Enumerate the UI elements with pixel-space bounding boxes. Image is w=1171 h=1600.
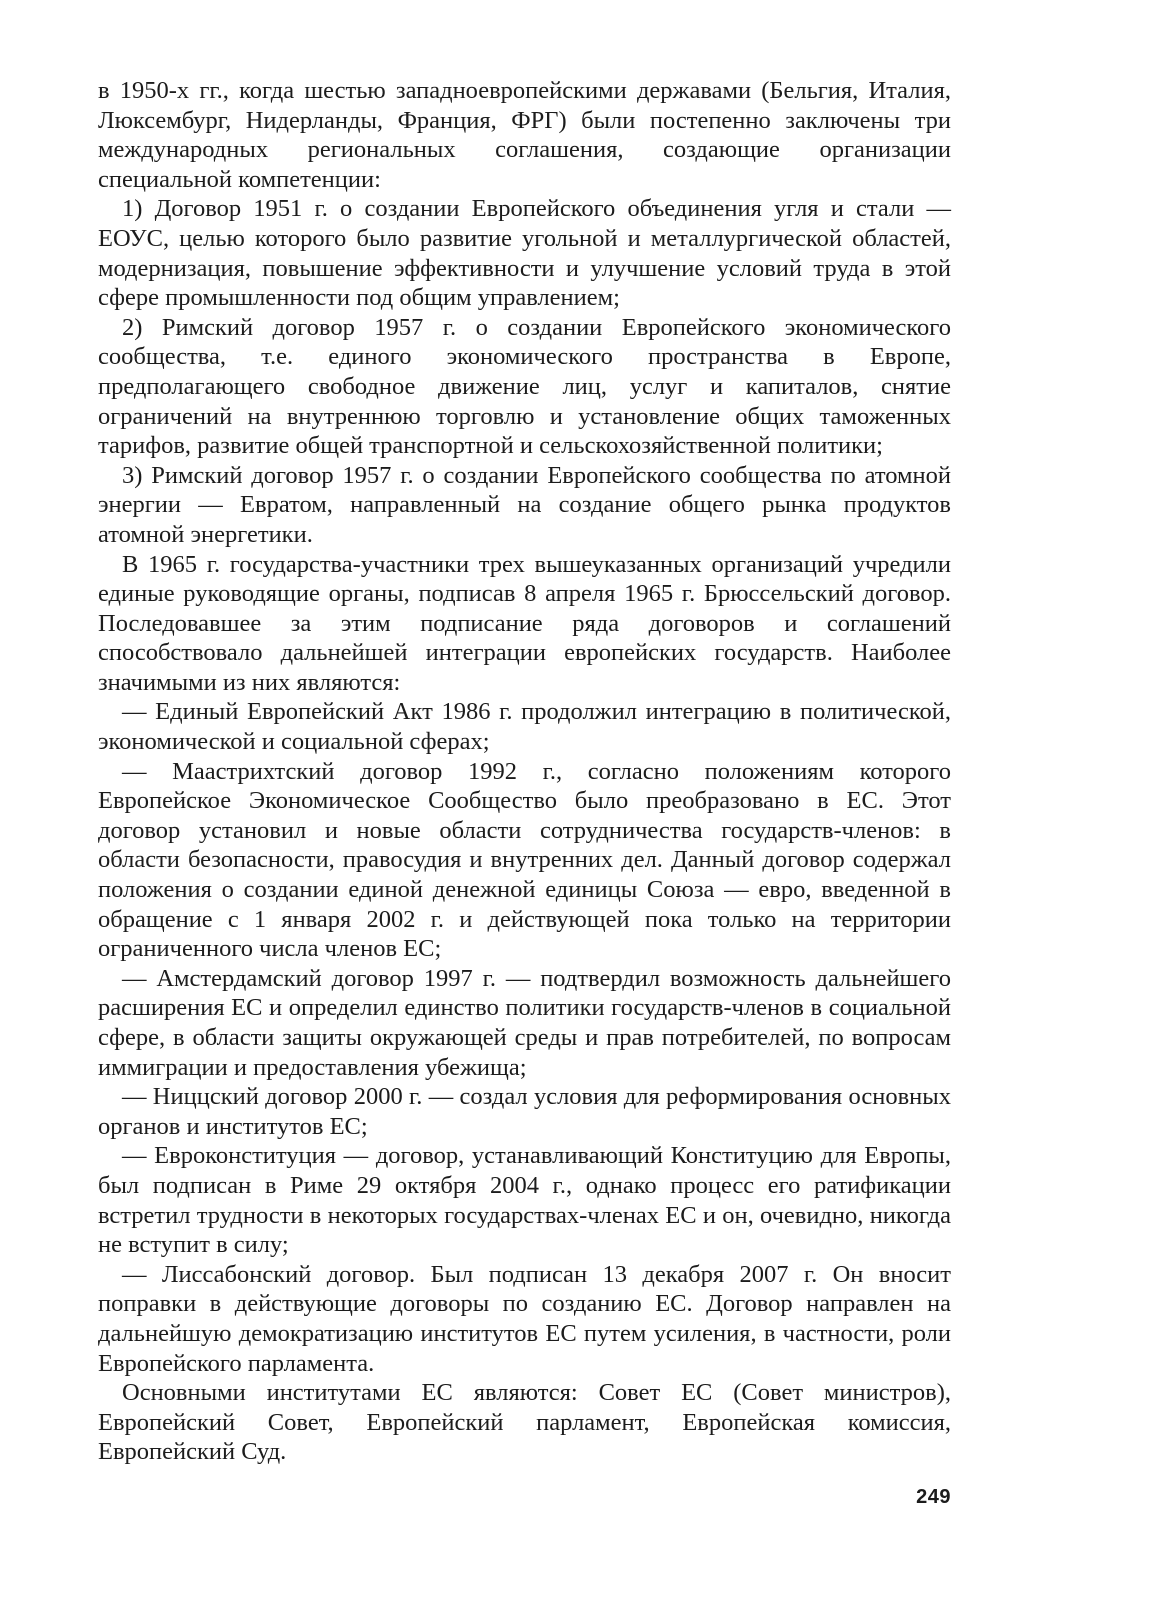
list-item-euroconstitution: — Евроконституция — договор, устанавливающий Конституцию для Европы, был подписан в Риме 29 октября 2004 г., однако процесс его ратификации встретил трудности в некоторых государствах-членах ЕС и он, очевидно, никогда не вступит в силу; <box>98 1142 951 1259</box>
paragraph-intro-continuation: в 1950-х гг., когда шестью западноевропейскими державами (Бельгия, Италия, Люксембург, Нидерланды, Франция, ФРГ) были постепенно заключены три международных региональных соглашения, создающие организации специальной компетенции: <box>98 77 951 193</box>
list-item-amsterdam-treaty: — Амстердамский договор 1997 г. — подтвердил возможность дальнейшего расширения ЕС и определил единство политики государств-членов в социальной сфере, в области защиты окружающей среды и прав потребителей, по вопросам иммиграции и предоставления убежища; <box>98 964 951 1081</box>
page-body <box>98 76 951 1467</box>
list-item-maastricht-treaty: — Маастрихтский договор 1992 г., согласно положениям которого Европейское Экономическое Сообщество было преобразовано в ЕС. Этот договор установил и новые области сотрудничества государств-членов: в области безопасности, правосудия и внутренних дел. Данный договор содержал положения о создании единой денежной единицы Союза — евро, введенной в обращение с 1 января 2002 г. и действующей пока только на территории ограниченного числа членов ЕС; <box>98 757 951 963</box>
paragraph-ecsc-treaty: 1) Договор 1951 г. о создании Европейского объединения угля и стали — ЕОУС, целью которого было развитие угольной и металлургической областей, модернизация, повышение эффективности и улучшение условий труда в этой сфере промышленности под общим управлением; <box>98 195 951 312</box>
list-item-lisbon-treaty: — Лиссабонский договор. Был подписан 13 декабря 2007 г. Он вносит поправки в действующие договоры по созданию ЕС. Договор направлен на дальнейшую демократизацию институтов ЕС путем усиления, в частности, роли Европейского парламента. <box>98 1260 951 1377</box>
page-number: 249 <box>916 1486 951 1508</box>
paragraph-brussels-treaty: В 1965 г. государства-участники трех вышеуказанных организаций учредили единые руководящие органы, подписав 8 апреля 1965 г. Брюссельский договор. Последовавшее за этим подписание ряда договоров и соглашений способствовало дальнейшей интеграции европейских государств. Наиболее значимыми из них являются: <box>98 550 951 696</box>
list-item-nice-treaty: — Ниццский договор 2000 г. — создал условия для реформирования основных органов и институтов ЕС; <box>98 1083 951 1140</box>
paragraph-eec-treaty: 2) Римский договор 1957 г. о создании Европейского экономического сообщества, т.е. единого экономического пространства в Европе, предполагающего свободное движение лиц, услуг и капиталов, снятие ограничений на внутреннюю торговлю и установление общих таможенных тарифов, развитие общей транспортной и сельскохозяйственной политики; <box>98 313 951 460</box>
paragraph-eu-institutions: Основными институтами ЕС являются: Совет ЕС (Совет министров), Европейский Совет, Европейский парламент, Европейская комиссия, Европейский Суд. <box>98 1379 951 1466</box>
list-item-single-european-act: — Единый Европейский Акт 1986 г. продолжил интеграцию в политической, экономической и социальной сферах; <box>98 698 951 756</box>
paragraph-euratom-treaty: 3) Римский договор 1957 г. о создании Европейского сообщества по атомной энергии — Евратом, направленный на создание общего рынка продуктов атомной энергетики. <box>98 461 951 548</box>
